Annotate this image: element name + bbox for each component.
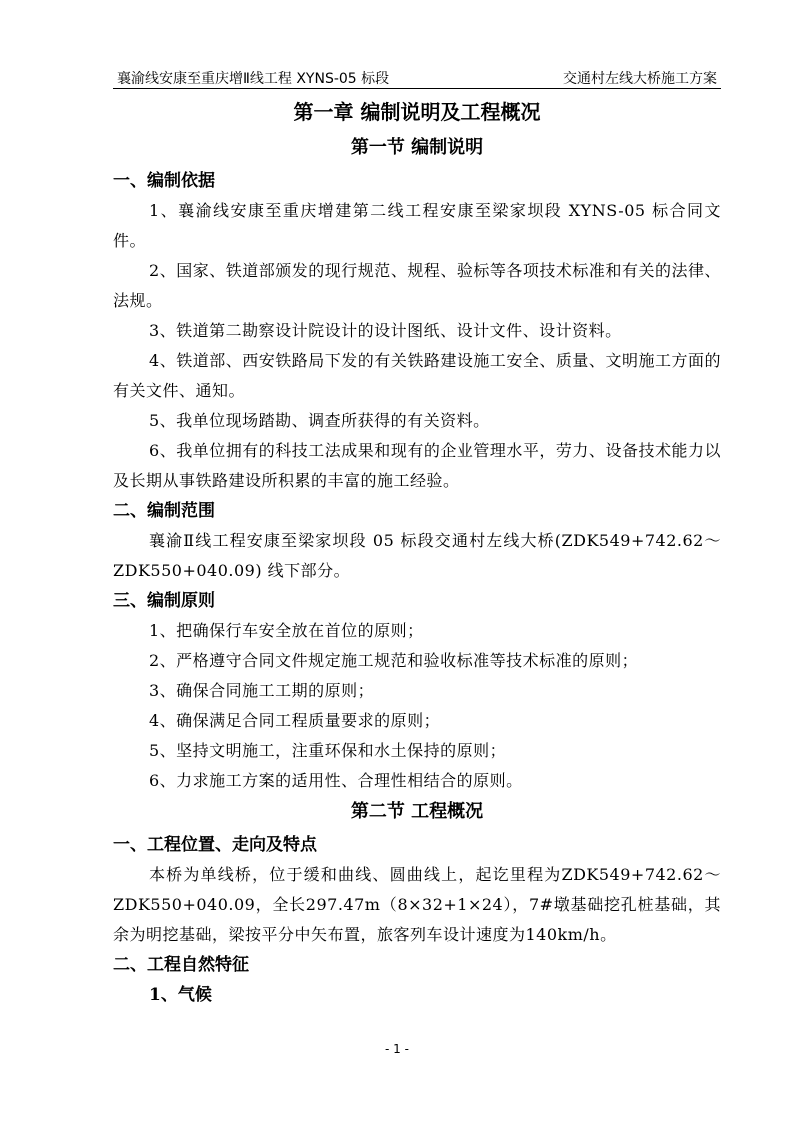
basis-item-6: 6、我单位拥有的科技工法成果和现有的企业管理水平，劳力、设备技术能力以及长期从事铁路建设所积累的丰富的施工经验。 [113,441,721,490]
header-document-title: 交通村左线大桥施工方案 [563,71,717,87]
principle-item-3: 3、确保合同施工工期的原则； [149,681,375,700]
section-title-2: 第二节 工程概况 [350,801,484,822]
page-number: - 1 - [385,1042,409,1056]
principle-item-6: 6、力求施工方案的适用性、合理性相结合的原则。 [149,771,523,790]
basis-item-5: 5、我单位现场踏勘、调查所获得的有关资料。 [149,411,490,430]
section-title-1: 第一节 编制说明 [350,137,484,158]
basis-item-3: 3、铁道第二勘察设计院设计的设计图纸、设计文件、设计资料。 [149,321,622,340]
heading-natural: 二、工程自然特征 [113,955,249,975]
basis-item-1: 1、襄渝线安康至重庆增建第二线工程安康至梁家坝段 XYNS-05 标合同文件。 [113,201,721,250]
principle-item-1: 1、把确保行车安全放在首位的原则； [149,621,424,640]
chapter-title: 第一章 编制说明及工程概况 [293,100,541,124]
heading-climate: 1、气候 [149,985,212,1005]
heading-basis: 一、编制依据 [113,171,215,191]
header-project-title: 襄渝线安康至重庆增Ⅱ线工程 XYNS-05 标段 [117,71,390,87]
basis-item-4: 4、铁道部、西安铁路局下发的有关铁路建设施工安全、质量、文明施工方面的有关文件、通知。 [113,351,721,400]
basis-item-2: 2、国家、铁道部颁发的现行规范、规程、验标等各项技术标准和有关的法律、法规。 [113,261,721,310]
heading-location: 一、工程位置、走向及特点 [113,835,317,855]
principle-item-2: 2、严格遵守合同文件规定施工规范和验收标准等技术标准的原则； [149,651,639,670]
scope-text: 襄渝Ⅱ线工程安康至梁家坝段 05 标段交通村左线大桥(ZDK549+742.62～ZDK550+040.09) 线下部分。 [113,531,721,580]
heading-scope: 二、编制范围 [113,501,215,521]
principle-item-5: 5、坚持文明施工，注重环保和水土保持的原则； [149,741,507,760]
location-text: 本桥为单线桥，位于缓和曲线、圆曲线上，起讫里程为ZDK549+742.62～ZDK550+040.09，全长297.47m（8×32+1×24），7#墩基础挖孔桩基础，其余为明挖基础，梁按平分中矢布置，旅客列车设计速度为140km/h。 [113,865,721,944]
document-body [113,94,721,1010]
principle-item-4: 4、确保满足合同工程质量要求的原则； [149,711,441,730]
page-header [113,66,721,89]
heading-principles: 三、编制原则 [113,591,215,611]
